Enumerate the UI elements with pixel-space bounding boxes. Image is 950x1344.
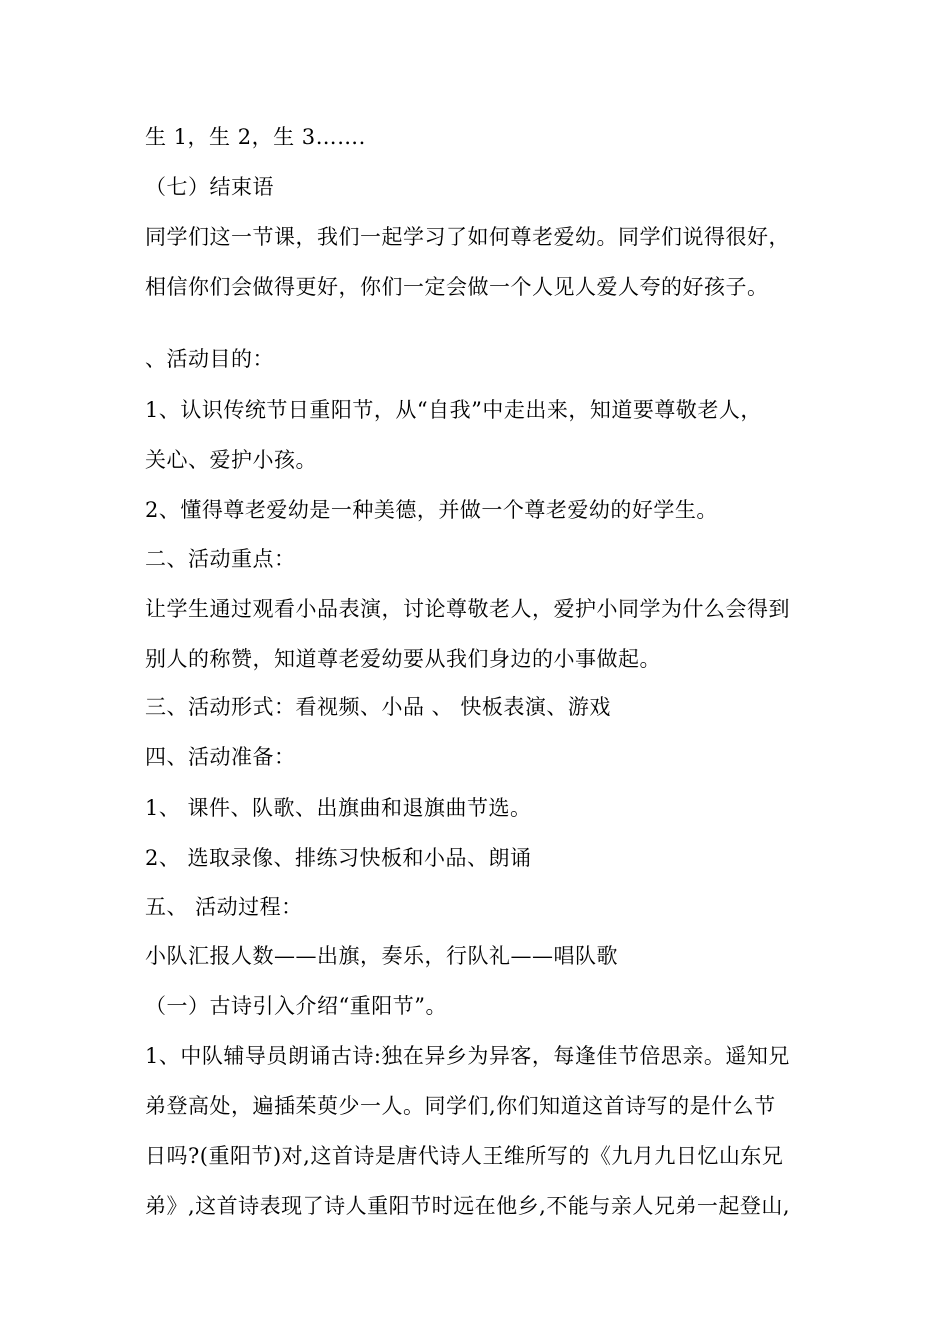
text-line: 1、 课件、队歌、出旗曲和退旗曲节选。: [145, 796, 532, 820]
section-heading: 二、活动重点：: [145, 547, 296, 571]
text-line: 小队汇报人数——出旗，奏乐，行队礼——唱队歌: [145, 944, 618, 968]
section-heading: 五、 活动过程：: [145, 895, 303, 919]
text-line: 相信你们会做得更好，你们一定会做一个人见人爱人夸的好孩子。: [145, 275, 769, 299]
section-heading: 三、活动形式：看视频、小品 、 快板表演、游戏: [145, 695, 611, 719]
section-heading: （一）古诗引入介绍“重阳节”。: [145, 994, 447, 1018]
text-line: 关心、爱护小孩。: [145, 448, 317, 472]
text-line: 同学们这一节课，我们一起学习了如何尊老爱幼。同学们说得很好，: [145, 225, 790, 249]
text-line: 弟》,这首诗表现了诗人重阳节时远在他乡,不能与亲人兄弟一起登山,: [145, 1194, 791, 1218]
section-heading: 、活动目的：: [145, 347, 274, 371]
text-line: 弟登高处，遍插茱萸少一人。同学们,你们知道这首诗写的是什么节: [145, 1094, 776, 1118]
text-line: 1、认识传统节日重阳节，从“自我”中走出来，知道要尊敬老人，: [145, 398, 762, 422]
section-heading: （七）结束语: [145, 175, 274, 199]
section-heading: 四、活动准备：: [145, 745, 296, 769]
text-line: 日吗?(重阳节)对,这首诗是唐代诗人王维所写的《九月九日忆山东兄: [145, 1144, 784, 1168]
text-line: 生 1，生 2，生 3…….: [145, 125, 366, 149]
text-line: 1、中队辅导员朗诵古诗:独在异乡为异客，每逢佳节倍思亲。遥知兄: [145, 1044, 790, 1068]
text-line: 2、 选取录像、排练习快板和小品、朗诵: [145, 846, 532, 870]
text-line: 让学生通过观看小品表演，讨论尊敬老人，爱护小同学为什么会得到: [145, 597, 790, 621]
text-line: 别人的称赞，知道尊老爱幼要从我们身边的小事做起。: [145, 647, 661, 671]
text-line: 2、懂得尊老爱幼是一种美德，并做一个尊老爱幼的好学生。: [145, 498, 718, 522]
